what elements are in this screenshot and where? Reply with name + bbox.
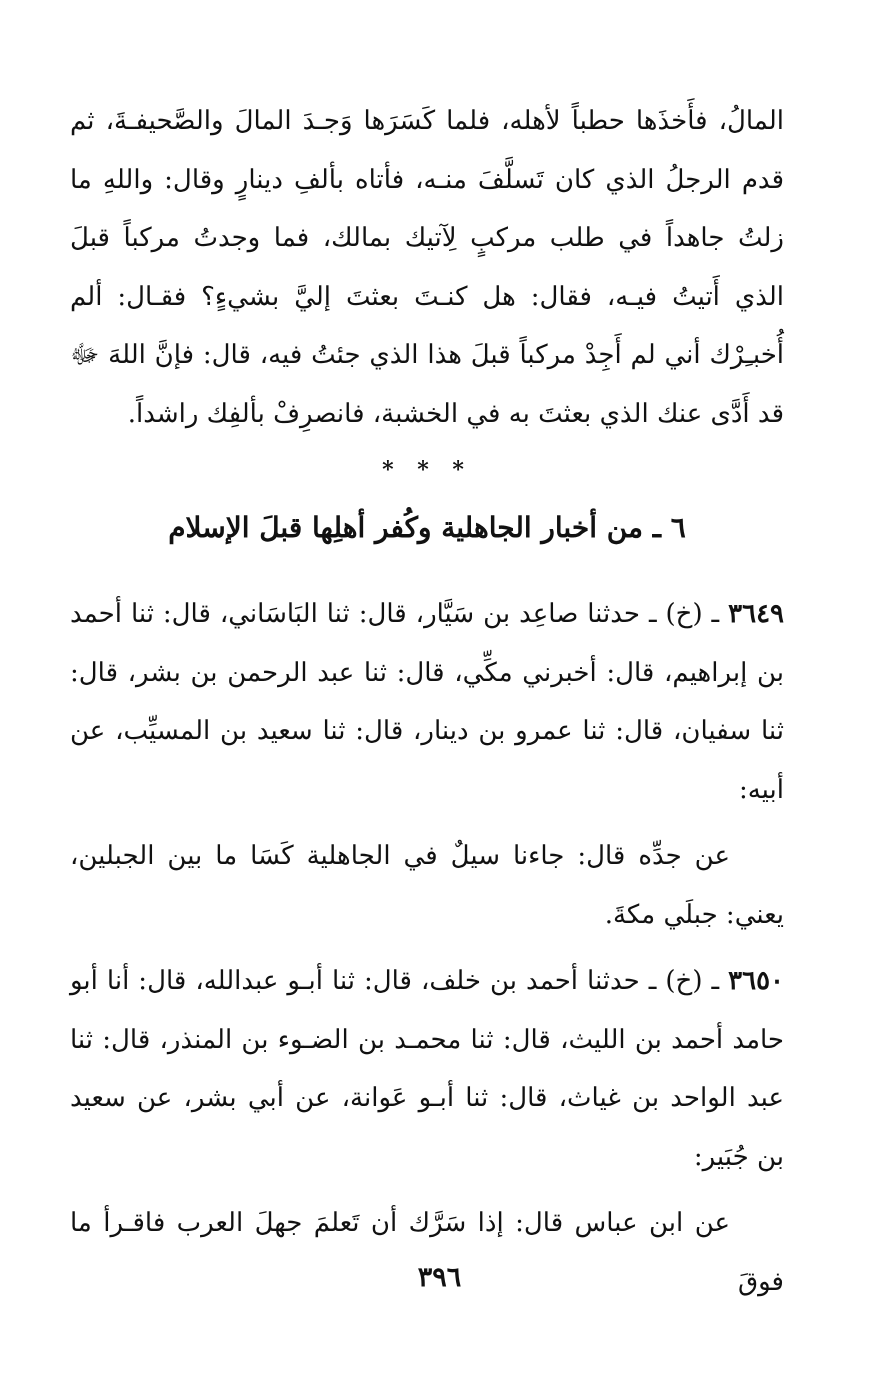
hadith-3649-chain-text: ـ (خ) ـ حدثنا صاعِد بن سَيَّار، قال: ثنا البَاسَاني، قال: ثنا أحمد بن إبراهيم، قال: أخبرني مكِّي، قال: ثنا عبد الرحمن بن بشر، قال: ثنا سفيان، قال: ثنا عمرو بن دينار، قال: ثنا سعيد بن المسيِّب، عن أبيه: <box>70 599 784 805</box>
section-separator: * * * <box>382 457 472 483</box>
hadith-3649-text: عن جدِّه قال: جاءنا سيلٌ في الجاهلية كَسَا ما بين الجبلين، يعني: جبلَي مكةَ. <box>70 841 784 930</box>
hadith-3650-number: ٣٦٥٠ <box>728 966 784 996</box>
hadith-3649-chain <box>70 585 784 819</box>
hadith-3650-chain-text: ـ (خ) ـ حدثنا أحمد بن خلف، قال: ثنا أبـو عبدالله، قال: أنا أبو حامد أحمد بن الليث، قال: ثنا محمـد بن الضـوء بن المنذر، قال: ثنا عبد الواحد بن غياث، قال: ثنا أبـو عَوانة، عن أبي بشر، عن سعيد بن جُبَير: <box>70 966 784 1172</box>
hadith-3649-number: ٣٦٤٩ <box>728 599 784 629</box>
paragraph-gap <box>70 819 784 827</box>
chapter-heading: ٦ ـ من أخبار الجاهلية وكُفر أهلِها قبلَ الإسلام <box>168 511 686 544</box>
hadith-3650-text: عن ابن عباس قال: إذا سَرَّك أن تَعلمَ جهلَ العرب فاقـرأ ما فوقَ <box>70 1208 784 1297</box>
intro-paragraph: المالُ، فأَخذَها حطباً لأهله، فلما كَسَرَها وَجـدَ المالَ والصَّحيفـةَ، ثم قدم الرجلُ الذي كان تَسلَّفَ منـه، فأتاه بألفِ دينارٍ وقال: واللهِ ما زلتُ جاهداً في طلب مركبٍ لِآتيك بمالك، فما وجدتُ مركباً قبلَ الذي أَتيتُ فيـه، فقال: هل كنـتَ بعثتَ إليَّ بشيءٍ؟ فقـال: ألم أُخبـِرْك أني لم أَجِدْ مركباً قبلَ هذا الذي جئتُ فيه، قال: فإنَّ اللهَ ﷻ قد أَدَّى عنك الذي بعثتَ به في الخشبة، فانصرِفْ بألفِك راشداً. <box>70 106 784 429</box>
page-body <box>70 92 784 1311</box>
hadith-3650-chain <box>70 952 784 1186</box>
page-number: ٣٩٦ <box>417 1262 462 1293</box>
paragraph-gap <box>70 944 784 952</box>
paragraph-gap <box>70 1186 784 1194</box>
